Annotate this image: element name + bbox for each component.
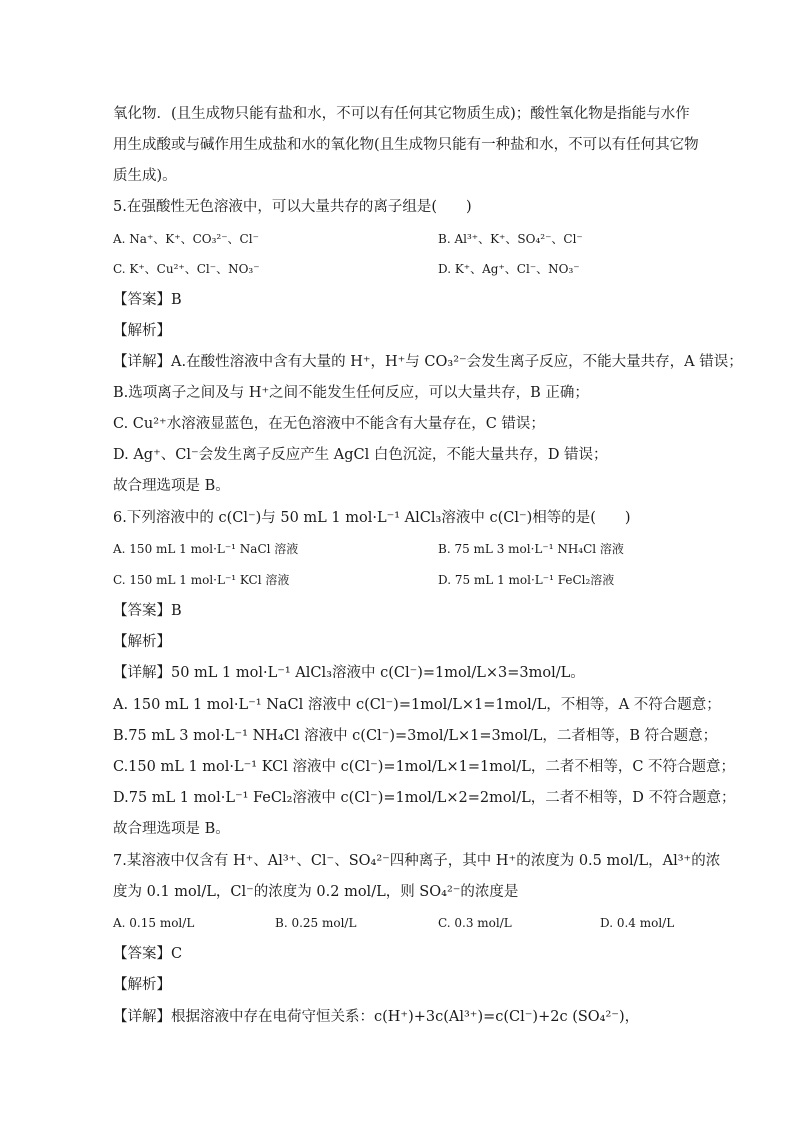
q5-conclusion: 故合理选项是 B。: [113, 478, 230, 494]
q7-option-d: D. 0.4 mol/L: [600, 916, 675, 930]
q5-option-d: D. K⁺、Ag⁺、Cl⁻、NO₃⁻: [438, 262, 580, 276]
intro-line-2: 用生成酸或与碱作用生成盐和水的氧化物(且生成物只能有一种盐和水，不可以有任何其它物: [113, 137, 699, 153]
q5-detail-line: 【详解】A.在酸性溶液中含有大量的 H⁺，H⁺与 CO₃²⁻会发生离子反应，不能大量共存，A 错误；: [113, 354, 743, 370]
q6-conclusion: 故合理选项是 B。: [113, 821, 230, 837]
q5-detail-line: D. Ag⁺、Cl⁻会发生离子反应产生 AgCl 白色沉淀，不能大量共存，D 错误；: [113, 447, 608, 463]
q7-detail-line: 【详解】根据溶液中存在电荷守恒关系：c(H⁺)+3c(Al³⁺)=c(Cl⁻)+2c (SO₄²⁻)，: [113, 1009, 640, 1025]
q6-detail-line: C.150 mL 1 mol·L⁻¹ KCl 溶液中 c(Cl⁻)=1mol/L×1=1mol/L，二者不相等，C 不符合题意；: [113, 759, 736, 775]
q5-option-b: B. Al³⁺、K⁺、SO₄²⁻、Cl⁻: [438, 232, 583, 246]
q6-detail-line: 【详解】50 mL 1 mol·L⁻¹ AlCl₃溶液中 c(Cl⁻)=1mol/L×3=3mol/L。: [113, 665, 585, 681]
q7-option-b: B. 0.25 mol/L: [275, 916, 357, 930]
q6-option-a: A. 150 mL 1 mol·L⁻¹ NaCl 溶液: [113, 542, 299, 556]
q6-detail-line: B.75 mL 3 mol·L⁻¹ NH₄Cl 溶液中 c(Cl⁻)=3mol/L×1=3mol/L，二者相等，B 符合题意；: [113, 728, 718, 744]
q5-stem: 5.在强酸性无色溶液中，可以大量共存的离子组是( ): [113, 199, 472, 215]
q7-option-c: C. 0.3 mol/L: [438, 916, 512, 930]
q6-answer: 【答案】B: [113, 603, 182, 619]
q5-option-a: A. Na⁺、K⁺、CO₃²⁻、Cl⁻: [113, 232, 259, 246]
q6-detail-line: A. 150 mL 1 mol·L⁻¹ NaCl 溶液中 c(Cl⁻)=1mol/L×1=1mol/L，不相等，A 不符合题意；: [113, 697, 721, 713]
q5-option-c: C. K⁺、Cu²⁺、Cl⁻、NO₃⁻: [113, 262, 260, 276]
q5-detail-line: B.选项离子之间及与 H⁺之间不能发生任何反应，可以大量共存，B 正确；: [113, 385, 589, 401]
intro-line-3: 质生成)。: [113, 168, 177, 184]
q5-answer: 【答案】B: [113, 292, 182, 308]
q6-detail-line: D.75 mL 1 mol·L⁻¹ FeCl₂溶液中 c(Cl⁻)=1mol/L×2=2mol/L，二者不相等，D 不符合题意；: [113, 790, 736, 806]
intro-line-1: 氧化物．(且生成物只能有盐和水，不可以有任何其它物质生成)；酸性氧化物是指能与水作: [113, 106, 690, 122]
q7-analysis-label: 【解析】: [113, 977, 171, 993]
q6-option-c: C. 150 mL 1 mol·L⁻¹ KCl 溶液: [113, 573, 290, 587]
q7-answer: 【答案】C: [113, 946, 183, 962]
q5-detail-line: C. Cu²⁺水溶液显蓝色，在无色溶液中不能含有大量存在，C 错误；: [113, 416, 545, 432]
q7-stem-line-1: 7.某溶液中仅含有 H⁺、Al³⁺、Cl⁻、SO₄²⁻四种离子，其中 H⁺的浓度为 0.5 mol/L，Al³⁺的浓: [113, 853, 721, 869]
q7-option-a: A. 0.15 mol/L: [113, 916, 195, 930]
q6-option-b: B. 75 mL 3 mol·L⁻¹ NH₄Cl 溶液: [438, 542, 624, 556]
q6-analysis-label: 【解析】: [113, 634, 171, 650]
q7-stem-line-2: 度为 0.1 mol/L，Cl⁻的浓度为 0.2 mol/L，则 SO₄²⁻的浓度是: [113, 884, 519, 900]
q6-option-d: D. 75 mL 1 mol·L⁻¹ FeCl₂溶液: [438, 573, 615, 587]
q6-stem: 6.下列溶液中的 c(Cl⁻)与 50 mL 1 mol·L⁻¹ AlCl₃溶液中 c(Cl⁻)相等的是( ): [113, 510, 631, 526]
q5-analysis-label: 【解析】: [113, 323, 171, 339]
